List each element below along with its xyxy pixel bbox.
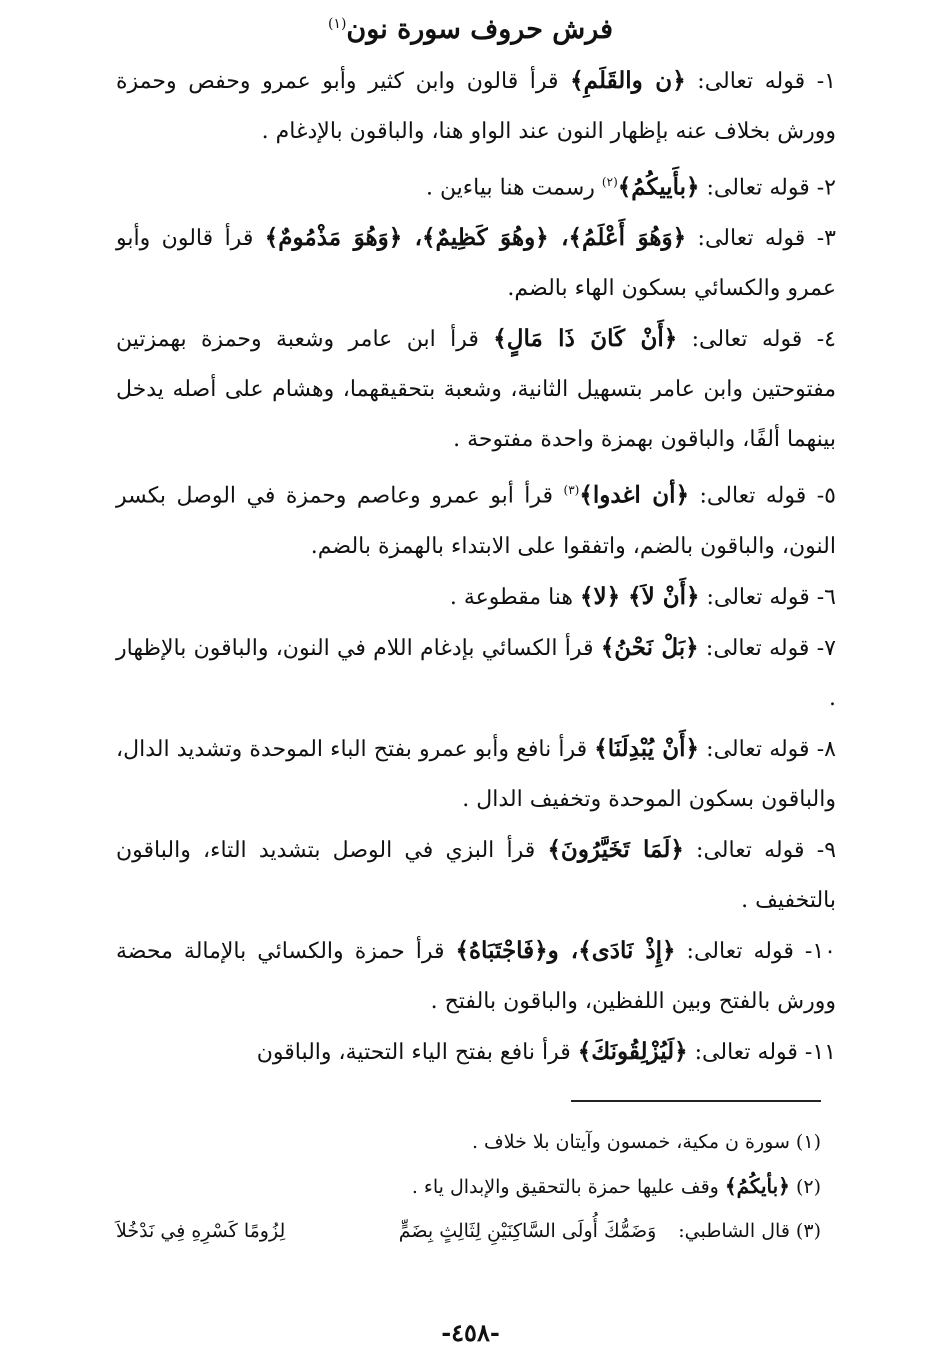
poem-verse-first-half: وَضَمُّكَ أُولَى السَّاكِنَيْنِ لِثَالِثٍ بِضَمٍّ (398, 1220, 657, 1242)
item-number: ٤- (802, 327, 836, 353)
item-number: ١- (805, 69, 836, 94)
footnote-3 (116, 1209, 821, 1253)
quran-quote: ﴿بأَييكُمُ﴾ (617, 173, 700, 201)
item-text: قرأ قالون وابن كثير وأبو عمرو وحفص وحمزة وورش بخلاف عنه بإظهار النون عند الواو هنا، والباقون بالإدغام . (116, 69, 836, 144)
item-intro: قوله تعالى: (686, 226, 806, 252)
footnote-divider (571, 1100, 821, 1102)
title-text: فرش حروف سورة نون (346, 14, 614, 45)
item-number: ١١- (797, 1039, 836, 1065)
item-text: قرأ البزي في الوصل بتشديد التاء، والباقون بالتخفيف . (116, 837, 836, 913)
quran-quote: ﴿إِذْ نَادَى﴾، و﴿فَاجْتَبَاهُ﴾ (455, 936, 676, 964)
item-2 (116, 157, 836, 213)
quran-quote: ﴿لَيُزْلِقُونَكَ﴾ (577, 1037, 688, 1065)
item-text: هنا مقطوعة . (449, 584, 581, 610)
item-7 (116, 623, 836, 724)
item-text: قرأ أبو عمرو وعاصم وحمزة في الوصل بكسر النون، والباقون بالضم، واتفقوا على الابتداء بالهمزة بالضم. (116, 483, 836, 559)
item-number: ٥- (806, 483, 836, 509)
item-intro: قوله تعالى: (699, 736, 810, 762)
item-intro: قوله تعالى: (699, 584, 810, 610)
title-footnote-ref: (١) (327, 16, 347, 32)
footnote-ref: (٢) (601, 175, 618, 189)
quran-quote: ﴿أن اغدوا﴾ (579, 481, 690, 509)
item-4 (116, 314, 836, 465)
item-intro: قوله تعالى: (683, 837, 805, 863)
item-intro: قوله تعالى: (689, 483, 807, 509)
item-3 (116, 213, 836, 314)
item-number: ٦- (809, 584, 836, 610)
item-text: قرأ نافع وأبو عمرو بفتح الباء الموحدة وتشديد الدال، والباقون بسكون الموحدة وتخفيف الدال . (116, 736, 836, 812)
quran-quote: ﴿أَنْ كَانَ ذَا مَالٍ﴾ (493, 325, 678, 353)
footnote-text: وقف عليها حمزة بالتحقيق والإبدال ياء . (411, 1176, 725, 1198)
page-title (0, 4, 941, 50)
item-8 (116, 724, 836, 825)
item-1 (116, 56, 836, 157)
quran-quote: ﴿بَلْ نَحْنُ﴾ (600, 633, 699, 661)
item-number: ٨- (809, 736, 836, 762)
item-text: رسمت هنا بياءين . (425, 175, 602, 201)
item-5 (116, 465, 836, 571)
item-intro: قوله تعالى: (677, 327, 803, 353)
poem-verse-second-half: لِزُومًا كَسْرِهِ فِي نَدْخُلاَ (116, 1220, 286, 1242)
item-number: ٩- (804, 837, 837, 863)
footnote-number: (٢) (789, 1176, 821, 1198)
quran-quote: ﴿لَمَا تَخَيَّرُونَ﴾ (547, 835, 684, 863)
item-text: قرأ ابن عامر وشعبة وحمزة بهمزتين مفتوحتين وابن عامر بتسهيل الثانية، وشعبة بتحقيقهما، وهشام على أصله يدخل بينهما ألفًا، والباقون بهمزة واحدة مفتوحة . (116, 327, 836, 453)
item-text: قرأ قالون وأبو عمرو والكسائي بسكون الهاء بالضم. (116, 226, 836, 302)
item-text: قرأ حمزة والكسائي بالإمالة محضة وورش بالفتح وبين اللفظين، والباقون بالفتح . (116, 938, 836, 1014)
item-intro: قوله تعالى: (687, 1039, 798, 1065)
item-intro: قوله تعالى: (675, 938, 794, 964)
item-11 (116, 1027, 836, 1078)
item-number: ١٠- (793, 938, 836, 964)
item-9 (116, 825, 836, 926)
item-10 (116, 926, 836, 1027)
quran-quote: ﴿أَنْ يُبْدِلَنَا﴾ (594, 734, 700, 762)
quran-quote: ﴿أَنْ لاَ﴾ ﴿لا﴾ (580, 582, 700, 610)
item-intro: قوله تعالى: (698, 635, 810, 661)
item-text: قرأ نافع بفتح الياء التحتية، والباقون (256, 1039, 578, 1065)
item-text: قرأ الكسائي بإدغام اللام في النون، والباقون بالإظهار . (116, 635, 836, 711)
footnote-2 (116, 1164, 821, 1209)
item-intro: قوله تعالى: (685, 69, 806, 94)
item-number: ٣- (805, 226, 836, 252)
item-number: ٢- (809, 175, 836, 201)
footnote-1: (١) سورة ن مكية، خمسون وآيتان بلا خلاف . (471, 1131, 821, 1153)
footnote-label: (٣) قال الشاطبي: (678, 1220, 821, 1242)
footnote-ref: (٣) (563, 483, 580, 498)
body-text (116, 56, 836, 1078)
quran-quote: ﴿وَهُوَ أَعْلَمُ﴾، ﴿وهُوَ كَظِيمٌ﴾، ﴿وَهُوَ مَذْمُومٌ﴾ (264, 224, 687, 252)
footnotes (116, 1120, 821, 1253)
quran-quote: ﴿ن والقَلَمِ﴾ (570, 67, 686, 94)
item-number: ٧- (809, 635, 836, 661)
page-number: -٤٥٨- (441, 1318, 500, 1347)
quran-quote: ﴿بأيكُمُ﴾ (724, 1174, 790, 1198)
item-intro: قوله تعالى: (699, 175, 810, 201)
item-6 (116, 572, 836, 623)
